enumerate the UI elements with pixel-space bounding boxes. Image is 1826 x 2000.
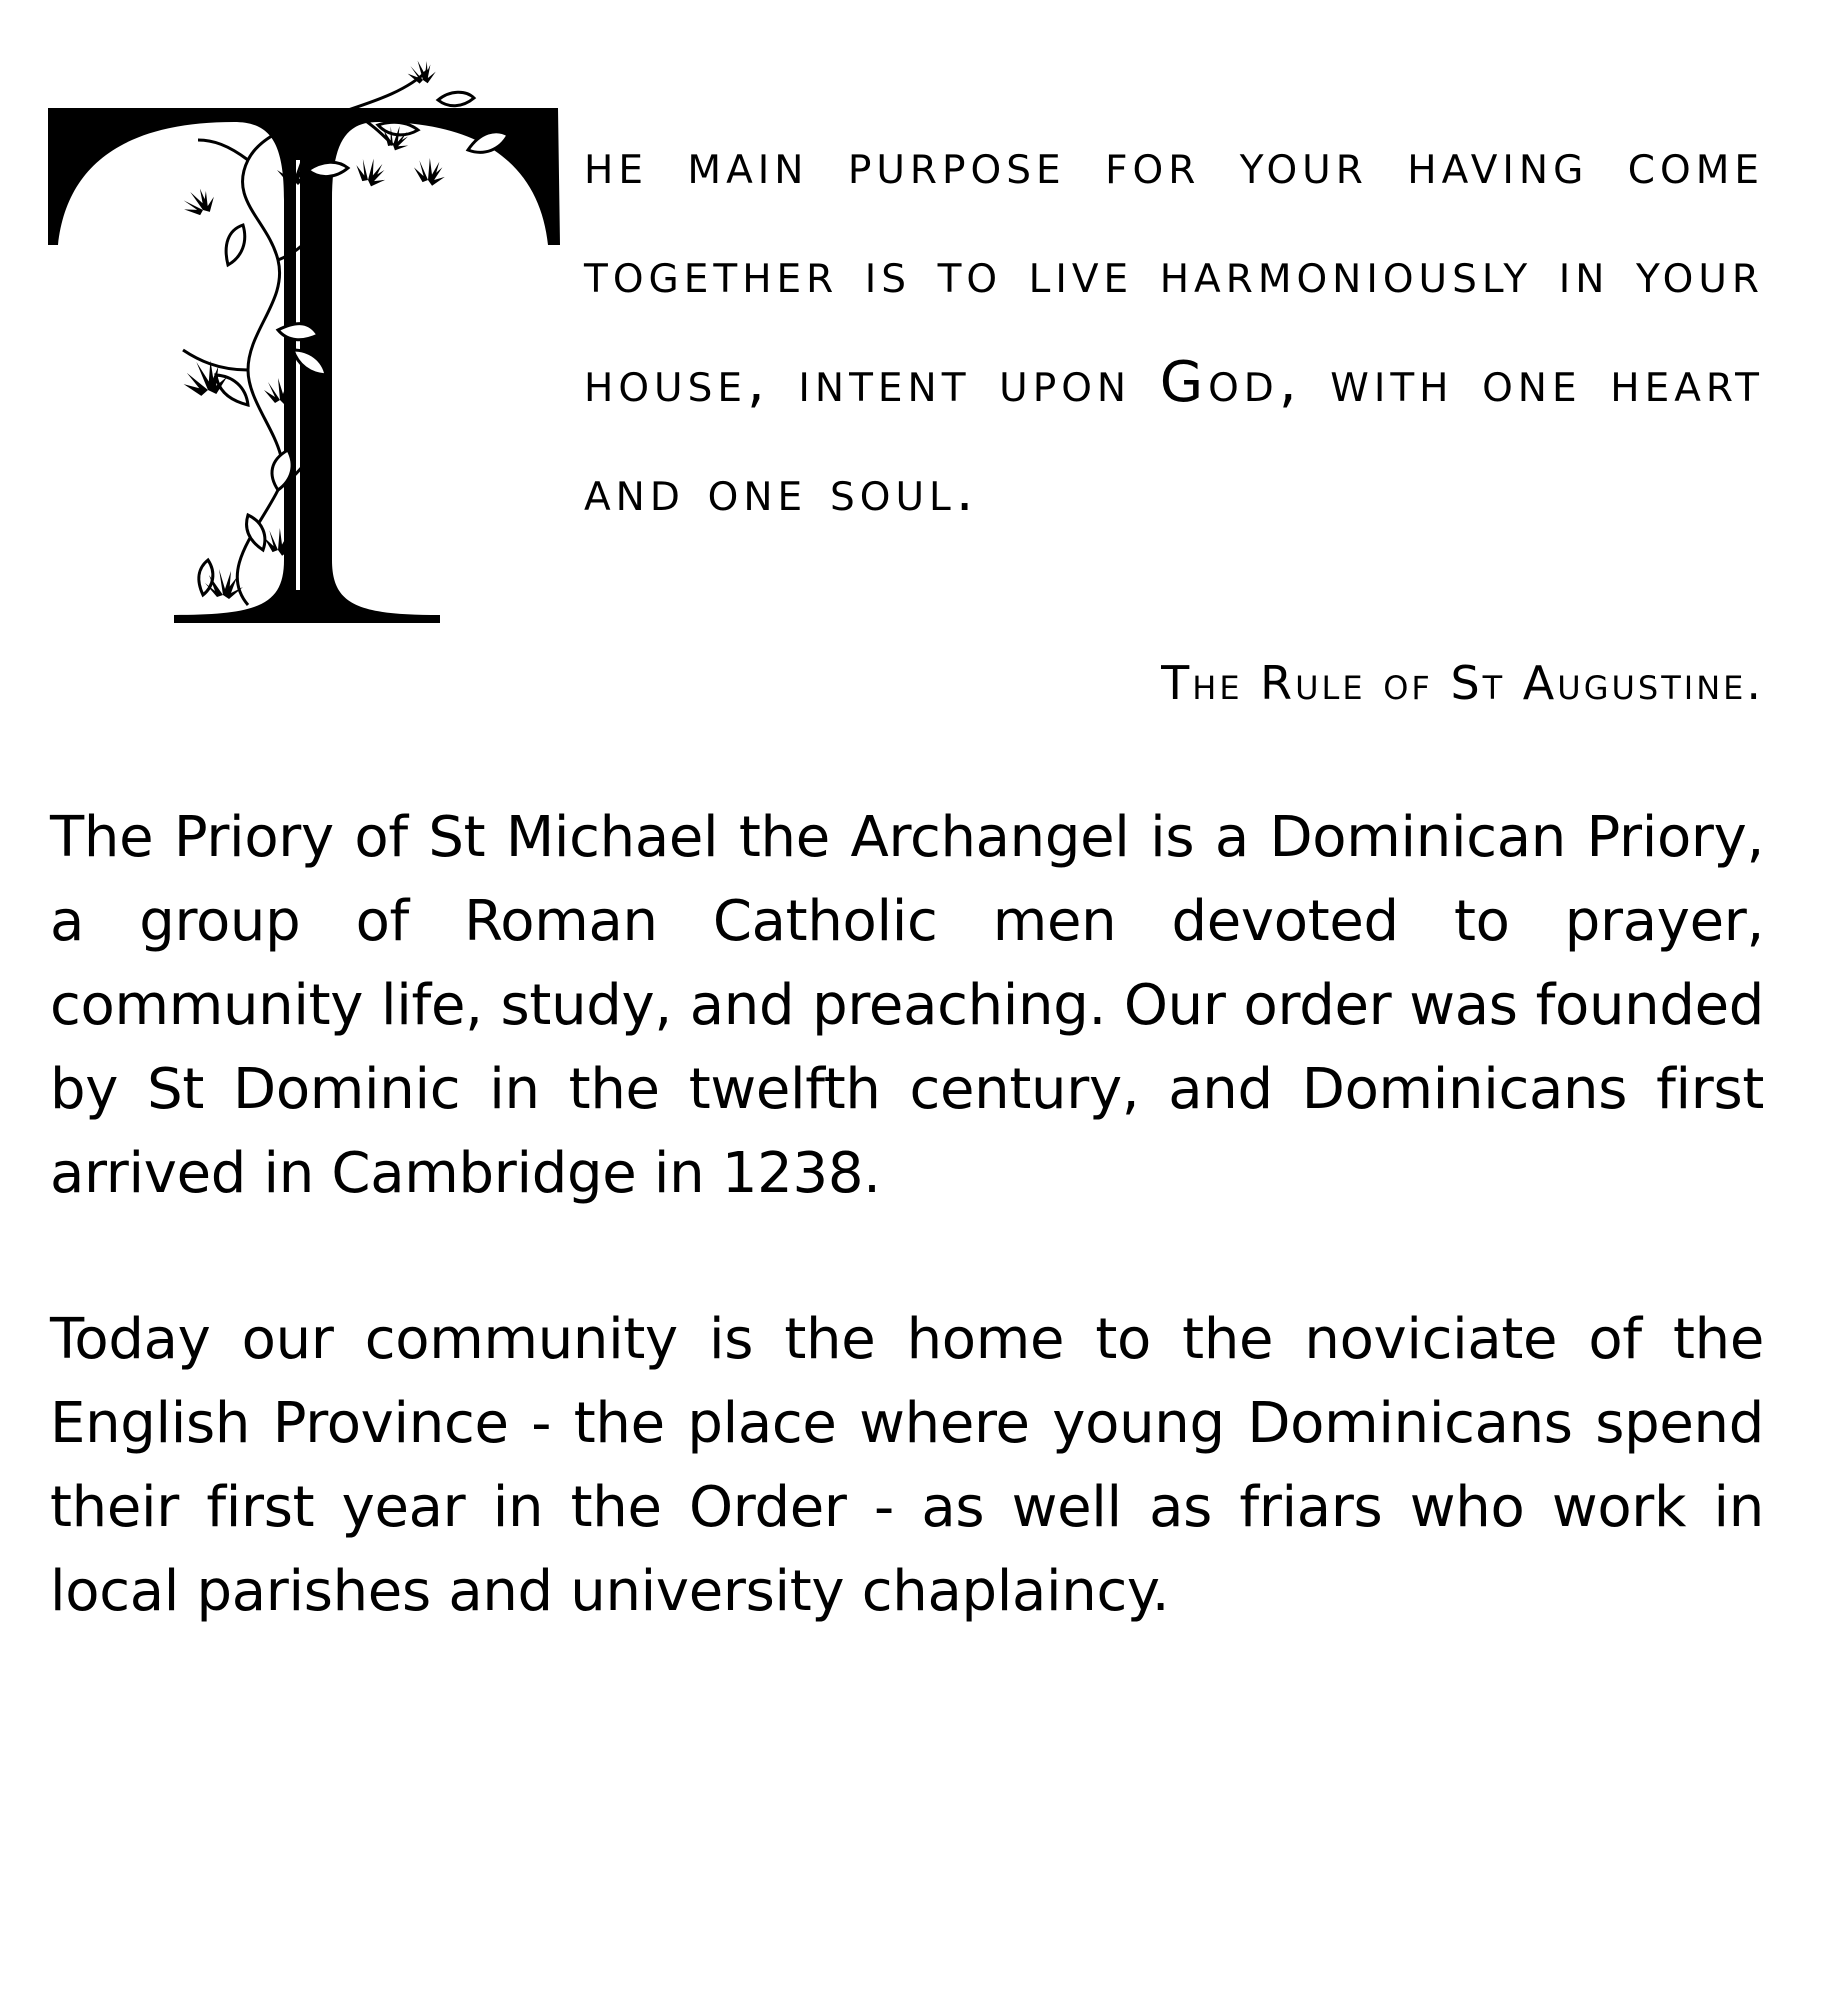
quote-attribution: The Rule of St Augustine. bbox=[1161, 656, 1764, 710]
quote-text-after: , with one heart and one soul. bbox=[584, 350, 1764, 524]
floral-letter-t-icon bbox=[48, 50, 578, 640]
body-paragraph-2: Today our community is the home to the noviciate of the English Province - the place where young Dominicans spend their first year in the Order - as well as friars who work in local parishes and university chaplaincy. bbox=[50, 1307, 1764, 1624]
body-paragraph-1: The Priory of St Michael the Archangel is a Dominican Priory, a group of Roman Catholic men devoted to prayer, community life, study, and preaching. Our order was founded by St Dominic in the twelfth century, and Dominicans first arrived in Cambridge in 1238. bbox=[50, 805, 1764, 1206]
quote-word-god: God bbox=[1159, 350, 1279, 415]
quote-text-before: he main purpose for your having come together is to live harmoniously in your house, intent upon bbox=[584, 132, 1764, 415]
opening-quote bbox=[584, 110, 1764, 546]
